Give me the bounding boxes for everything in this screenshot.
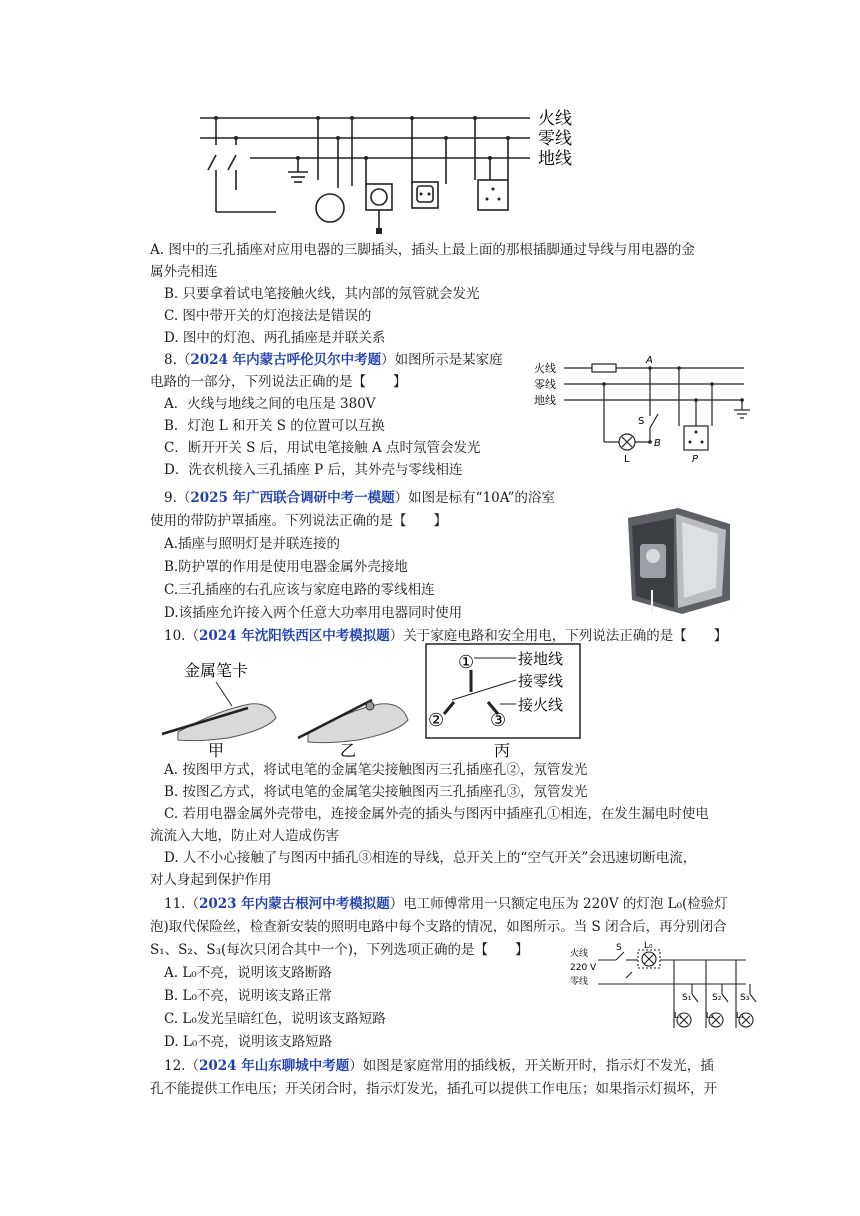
q11-option-b: B. L₀不亮，说明该支路正常 <box>164 988 332 1004</box>
q7-option-a-line2: 属外壳相连 <box>150 264 218 280</box>
svg-text:S₁: S₁ <box>682 993 692 1003</box>
q8-source: 2024 年内蒙古呼伦贝尔中考题 <box>190 352 382 368</box>
svg-text:P: P <box>692 454 699 465</box>
svg-text:220 V: 220 V <box>570 963 597 973</box>
svg-text:零线: 零线 <box>570 977 589 987</box>
live-hole-label: 接火线 <box>518 696 564 714</box>
svg-text:零线: 零线 <box>534 378 556 391</box>
q9-stem-line1: 9.（2025 年广西联合调研中考一模题）如图是标有“10A”的浴室 <box>164 490 555 506</box>
q7-option-c: C. 图中带开关的灯泡接法是错误的 <box>164 308 372 324</box>
q11-stem-line1: 11.（2023 年内蒙古根河中考模拟题）电工师傅常用一只额定电压为 220V 的灯泡 L₀(检验灯 <box>164 896 728 912</box>
q11-option-d: D. L₀不亮，说明该支路短路 <box>164 1034 333 1050</box>
q8-stem-line1: 8.（2024 年内蒙古呼伦贝尔中考题）如图所示是某家庭 <box>164 352 503 368</box>
q9-option-c: C.三孔插座的右孔应该与家庭电路的零线相连 <box>164 582 435 598</box>
q10-stem: 10.（2024 年沈阳铁西区中考模拟题）关于家庭电路和安全用电，下列说法正确的是【 】 <box>164 628 728 644</box>
svg-text:S: S <box>616 943 622 953</box>
svg-text:S₂: S₂ <box>712 993 722 1003</box>
q8-option-a: A．火线与地线之间的电压是 380V <box>164 396 376 412</box>
q12-stem-line2: 孔不能提供工作电压；开关闭合时，指示灯发光，插孔可以提供工作电压；如果指示灯损坏，开 <box>150 1081 717 1097</box>
q11-stem-line2: 泡)取代保险丝，检查新安装的照明电路中每个支路的情况，如图所示。当 S 闭合后，再分别闭合 <box>150 919 727 935</box>
q10-option-d-line2: 对人身起到保护作用 <box>150 872 272 888</box>
q8-option-c: C．断开开关 S 后，用试电笔接触 A 点时氖管会发光 <box>164 440 481 456</box>
q7-option-d: D. 图中的灯泡、两孔插座是并联关系 <box>164 330 386 346</box>
q10-option-c-line1: C. 若用电器金属外壳带电，连接金属外壳的插头与图丙中插座孔①相连，在发生漏电时使电 <box>164 806 709 822</box>
svg-text:B: B <box>654 438 661 449</box>
svg-text:火线: 火线 <box>534 362 556 375</box>
q7-option-a-line1: A. 图中的三孔插座对应用电器的三脚插头，插头上最上面的那根插脚通过导线与用电器的金 <box>150 242 695 258</box>
q8-option-b: B．灯泡 L 和开关 S 的位置可以互换 <box>164 418 385 434</box>
svg-text:地线: 地线 <box>534 394 556 407</box>
q11-option-c: C. L₀发光呈暗红色，说明该支路短路 <box>164 1011 386 1027</box>
label-yi: 乙 <box>340 741 357 760</box>
circuit-figure-q11 <box>566 938 762 1038</box>
q10-option-c-line2: 流流入大地，防止对人造成伤害 <box>150 828 339 844</box>
q7-option-b: B. 只要拿着试电笔接触火线，其内部的氖管就会发光 <box>164 286 480 302</box>
q9-option-b: B.防护罩的作用是使用电器金属外壳接地 <box>164 559 408 575</box>
live-wire-label: 火线 <box>538 109 572 129</box>
q9-source: 2025 年广西联合调研中考一模题 <box>190 490 395 506</box>
q11-stem-line3: S₁、S₂、S₃(每次只闭合其中一个)，下列选项正确的是【 】 <box>150 942 529 958</box>
label-jia: 甲 <box>208 741 225 760</box>
household-circuit-figure-q7 <box>190 100 610 240</box>
q10-source: 2024 年沈阳铁西区中考模拟题 <box>198 628 390 644</box>
svg-text:L₀: L₀ <box>644 941 653 951</box>
q10-option-d-line1: D. 人不小心接触了与图丙中插孔③相连的导线，总开关上的“空气开关”会迅速切断电流， <box>164 850 697 866</box>
q9-option-a: A.插座与照明灯是并联连接的 <box>164 536 341 552</box>
q10-option-b: B. 按图乙方式，将试电笔的金属笔尖接触图丙三孔插座孔③，氖管发光 <box>164 784 588 800</box>
neutral-wire-label: 零线 <box>538 129 572 149</box>
svg-text:③: ③ <box>490 710 507 731</box>
ground-hole-label: 接地线 <box>518 650 564 668</box>
svg-text:①: ① <box>458 652 475 673</box>
ground-wire-label: 地线 <box>538 149 572 169</box>
neutral-hole-label: 接零线 <box>518 672 564 690</box>
q12-stem-line1: 12.（2024 年山东聊城中考题）如图是家庭常用的插线板，开关断开时，指示灯不发光，插 <box>164 1058 714 1074</box>
circuit-figure-q8 <box>534 354 756 466</box>
q12-source: 2024 年山东聊城中考题 <box>198 1058 350 1074</box>
pen-clip-label: 金属笔卡 <box>184 661 249 680</box>
svg-text:S: S <box>638 416 645 427</box>
q8-stem-line2: 电路的一部分，下列说法正确的是【 】 <box>150 374 407 390</box>
q8-option-d: D．洗衣机接入三孔插座 P 后，其外壳与零线相连 <box>164 462 463 478</box>
svg-text:A: A <box>646 355 653 366</box>
svg-text:L₂: L₂ <box>706 1011 714 1020</box>
svg-text:L₁: L₁ <box>674 1011 682 1020</box>
test-pen-figure-q10 <box>158 642 582 760</box>
q11-source: 2023 年内蒙古根河中考模拟题 <box>198 896 390 912</box>
q9-option-d: D.该插座允许接入两个任意大功率用电器同时使用 <box>164 605 463 621</box>
q10-option-a: A. 按图甲方式，将试电笔的金属笔尖接触图丙三孔插座孔②，氖管发光 <box>164 762 588 778</box>
bathroom-socket-photo <box>618 504 738 616</box>
svg-text:②: ② <box>428 710 445 731</box>
q9-stem-line2: 使用的带防护罩插座。下列说法正确的是【 】 <box>150 513 447 529</box>
svg-text:火线: 火线 <box>570 949 589 959</box>
svg-text:L₃: L₃ <box>736 1011 744 1020</box>
svg-text:S₃: S₃ <box>740 993 750 1003</box>
svg-text:L: L <box>624 454 630 465</box>
label-bing: 丙 <box>494 741 511 760</box>
q11-option-a: A. L₀不亮，说明该支路断路 <box>164 965 332 981</box>
